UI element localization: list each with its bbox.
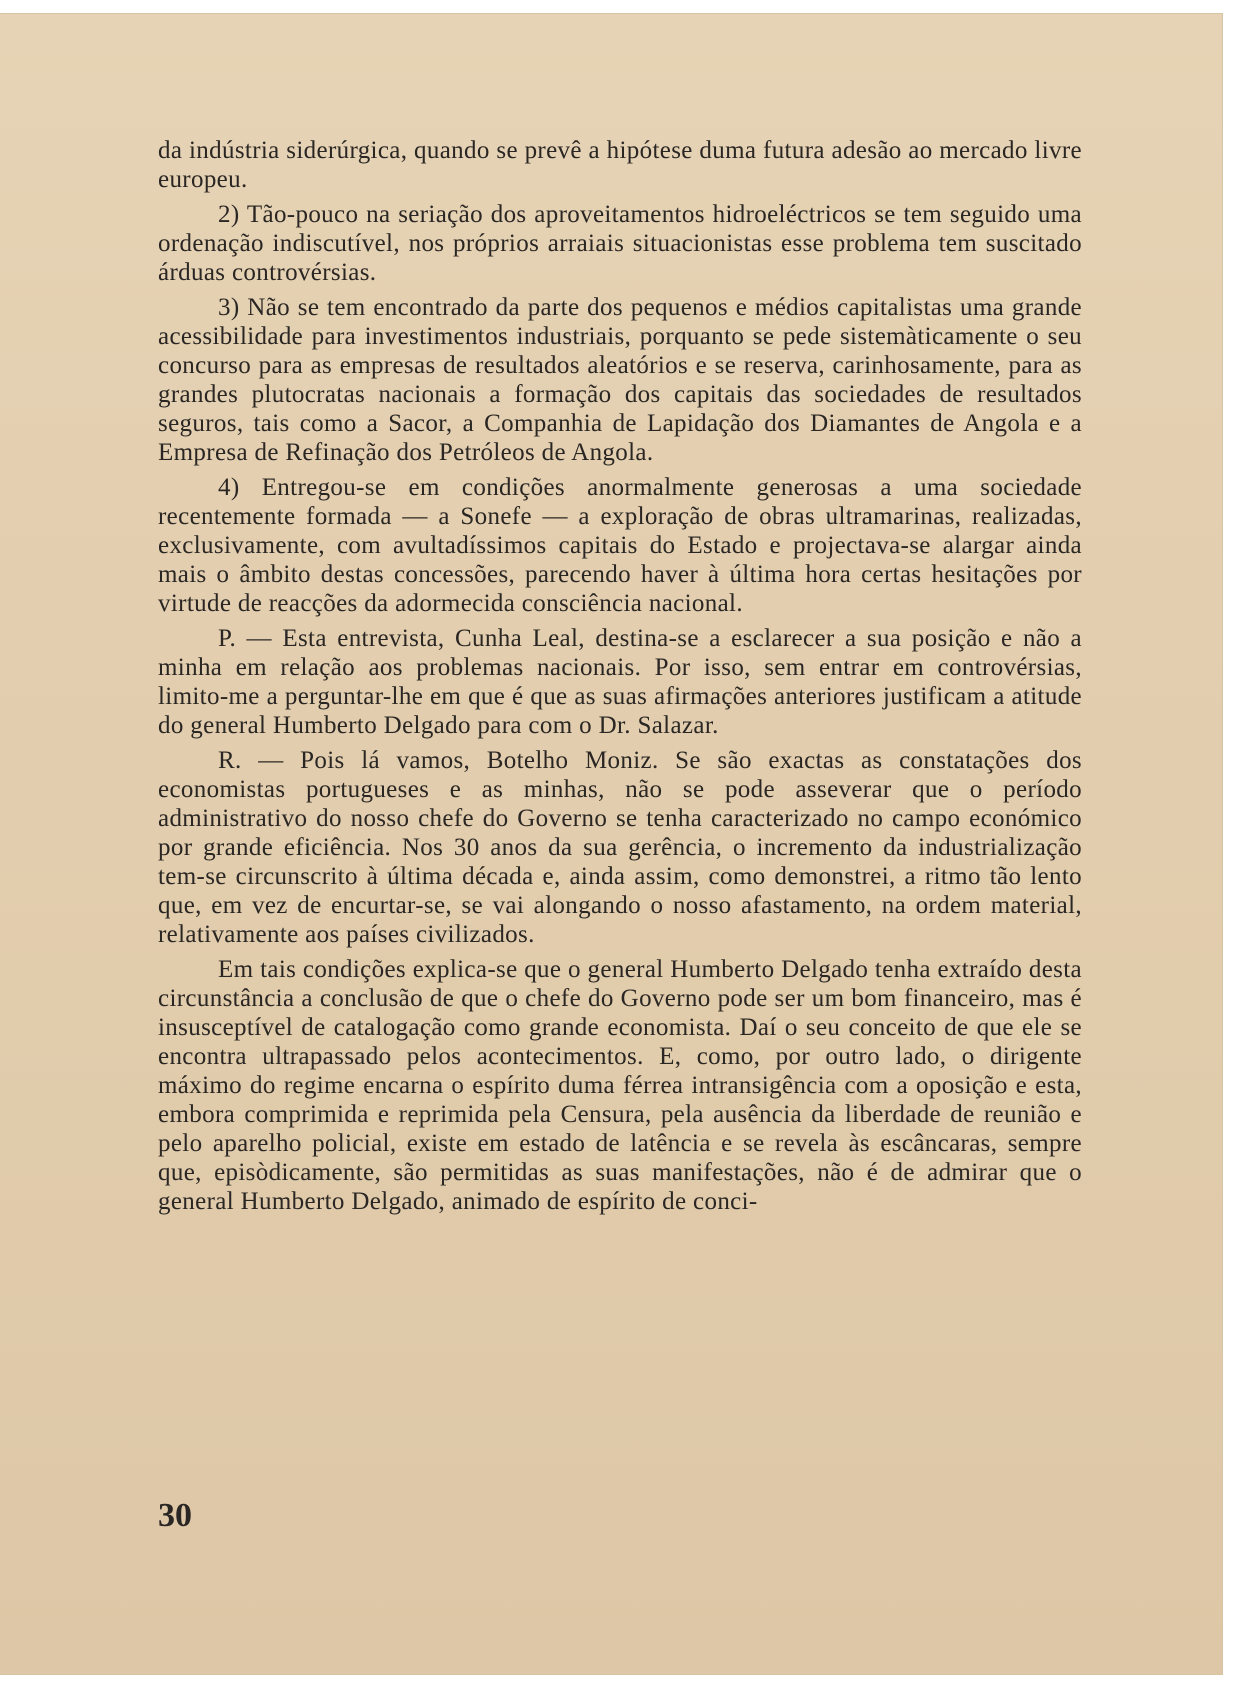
paragraph-item-4: 4) Entregou-se em condições anormalmente generosas a uma sociedade recentemente formada — a Sonefe — a exploração de obras ultramarinas, realizadas, exclusivamente, com avultadíssimos capitais do Estado e projectava-se alargar ainda mais o âmbito destas concessões, parecendo haver à última hora certas hesitações por virtude de reacções da adormecida consciência nacional.	[158, 474, 1082, 617]
page-number: 30	[158, 1497, 192, 1534]
paragraph-item-2: 2) Tão-pouco na seriação dos aproveitamentos hidroeléctricos se tem seguido uma ordenação indiscutível, nos próprios arraiais situacionistas esse problema tem suscitado árduas controvérsias.	[158, 201, 1082, 286]
paragraph-question: P. — Esta entrevista, Cunha Leal, destina-se a esclarecer a sua posição e não a minha em relação aos problemas nacionais. Por isso, sem entrar em controvérsias, limito-me a perguntar-lhe em que é que as suas afirmações anteriores justificam a atitude do general Humberto Delgado para com o Dr. Salazar.	[158, 625, 1082, 739]
book-page	[0, 14, 1222, 1674]
body-text	[158, 136, 1082, 1222]
paragraph-answer: R. — Pois lá vamos, Botelho Moniz. Se são exactas as constatações dos economistas portugueses e as minhas, não se pode asseverar que o período administrativo do nosso chefe do Governo se tenha caracterizado no campo económico por grande eficiência. Nos 30 anos da sua gerência, o incremento da industrialização tem-se circunscrito à última década e, ainda assim, como demonstrei, a ritmo tão lento que, em vez de encurtar-se, se vai alongando o nosso afastamento, na ordem material, relativamente aos países civilizados.	[158, 747, 1082, 948]
paragraph-continuation: da indústria siderúrgica, quando se prevê a hipótese duma futura adesão ao mercado livre europeu.	[158, 137, 1082, 193]
paragraph-item-3: 3) Não se tem encontrado da parte dos pequenos e médios capitalistas uma grande acessibilidade para investimentos industriais, porquanto se pede sistemàticamente o seu concurso para as empresas de resultados aleatórios e se reserva, carinhosamente, para as grandes plutocratas nacionais a formação dos capitais das sociedades de resultados seguros, tais como a Sacor, a Companhia de Lapidação dos Diamantes de Angola e a Empresa de Refinação dos Petróleos de Angola.	[158, 294, 1082, 466]
paragraph-answer-continued: Em tais condições explica-se que o general Humberto Delgado tenha extraído desta circunstância a conclusão de que o chefe do Governo pode ser um bom financeiro, mas é insusceptível de catalogação como grande economista. Daí o seu conceito de que ele se encontra ultrapassado pelos acontecimentos. E, como, por outro lado, o dirigente máximo do regime encarna o espírito duma férrea intransigência com a oposição e esta, embora comprimida e reprimida pela Censura, pela ausência da liberdade de reunião e pelo aparelho policial, existe em estado de latência e se revela às escâncaras, sempre que, episòdicamente, são permitidas as suas manifestações, não é de admirar que o general Humberto Delgado, animado de espírito de conci-	[158, 956, 1082, 1215]
